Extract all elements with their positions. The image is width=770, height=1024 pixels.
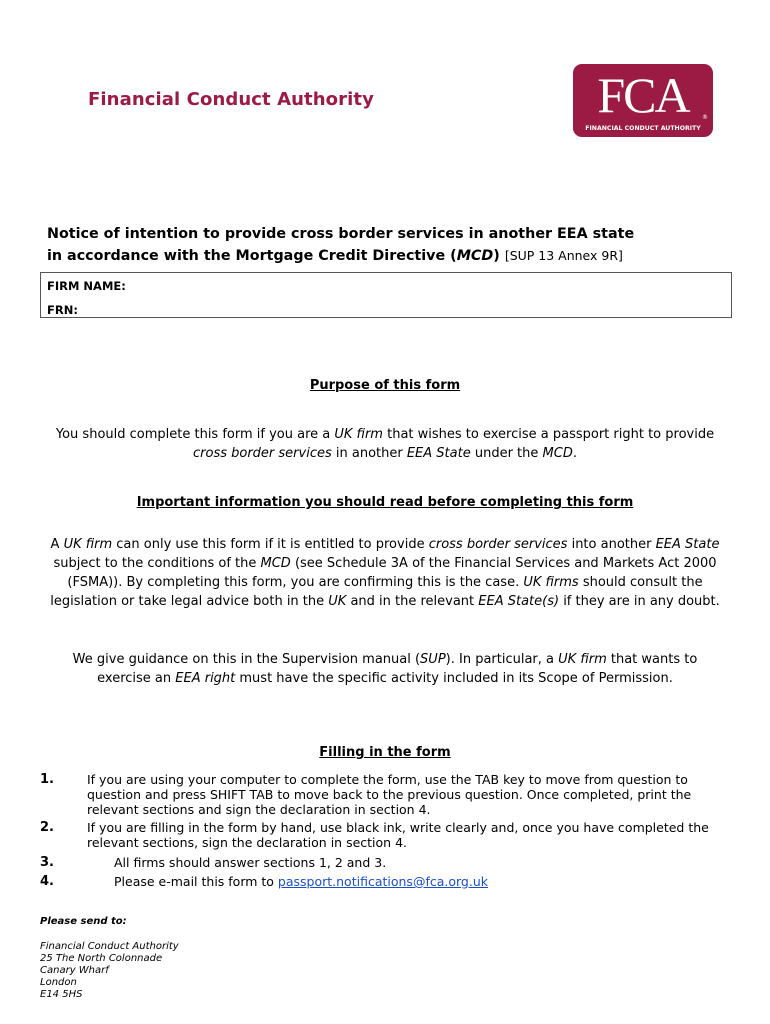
item-text: If you are filling in the form by hand, use black ink, write clearly and, once you have completed the relevant sections, sign the declaration in section 4. (87, 820, 709, 850)
important-paragraph-1: A UK firm can only use this form if it is entitled to provide cross border services into another EEA State subject to the conditions of the MCD (see Schedule 3A of the Financial Services and Markets Act 2000 (FSMA)). By completing this form, you are confirming this is the case. UK firms should consult the legislation or take legal advice both in the UK and in the relevant EEA State(s) if they are in any doubt. (50, 537, 720, 609)
title-mcd: MCD (456, 248, 494, 264)
item-text: Please e-mail this form to passport.notifications@fca.org.uk (114, 874, 488, 889)
item-number: 2. (40, 820, 54, 835)
item-text: If you are using your computer to complete the form, use the TAB key to move from question to question and press SHIFT TAB to move back to the previous question. Once completed, print the relevant sections and sign the declaration in section 4. (87, 772, 692, 817)
address-line: Canary Wharf (40, 965, 109, 976)
important-paragraph-2: We give guidance on this in the Supervision manual (SUP). In particular, a UK firm that wants to exercise an EEA right must have the specific activity included in its Scope of Permission. (72, 652, 698, 686)
purpose-paragraph: You should complete this form if you are a UK firm that wishes to exercise a passport right to provide cross border services in another EEA State under the MCD. (55, 427, 715, 461)
address-line: Financial Conduct Authority (40, 941, 179, 952)
frn-label: FRN: (47, 303, 78, 317)
logo-text: FCA (597, 67, 689, 123)
address-line: 25 The North Colonnade (40, 953, 163, 964)
title-line-2-suffix: ) (493, 248, 500, 264)
purpose-heading: Purpose of this form (309, 378, 461, 393)
firm-details-box (40, 272, 732, 318)
item-text: All firms should answer sections 1, 2 and 3. (114, 855, 387, 870)
important-heading: Important information you should read before completing this form (136, 495, 634, 510)
title-line-2-prefix: in accordance with the Mortgage Credit Directive ( (47, 248, 457, 264)
form-title (47, 224, 747, 267)
item-number: 4. (40, 874, 54, 889)
item-number: 3. (40, 855, 54, 870)
firm-name-label: FIRM NAME: (47, 279, 126, 293)
org-name: Financial Conduct Authority (88, 89, 374, 110)
logo-subtext: FINANCIAL CONDUCT AUTHORITY (585, 125, 701, 132)
fca-logo (573, 64, 713, 137)
address-line: E14 5HS (40, 989, 83, 1000)
title-line-2 (47, 245, 747, 267)
email-link[interactable]: passport.notifications@fca.org.uk (277, 874, 488, 889)
title-line-1: Notice of intention to provide cross border services in another EEA state (47, 226, 635, 242)
logo-registered: ® (702, 114, 708, 121)
address-line: London (40, 977, 77, 988)
item-number: 1. (40, 772, 54, 787)
send-to-address (40, 941, 179, 1001)
filling-heading: Filling in the form (319, 745, 451, 760)
send-to-heading: Please send to: (40, 916, 127, 927)
title-reference: [SUP 13 Annex 9R] (504, 248, 623, 263)
